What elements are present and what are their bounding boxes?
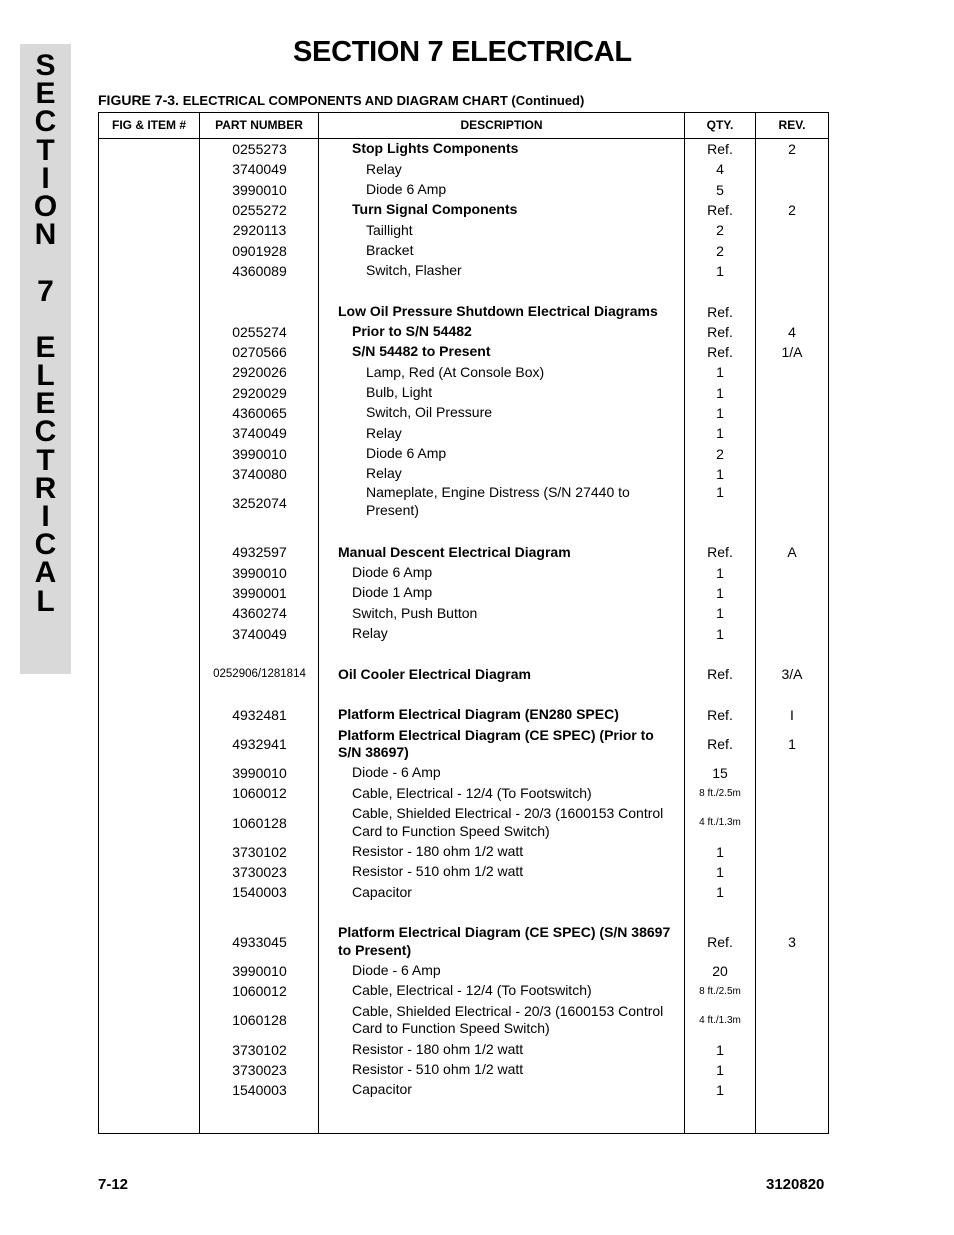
qty-cell: Ref. <box>707 706 733 723</box>
description-text: Relay <box>366 465 402 482</box>
qty-cell: Ref. <box>707 303 733 320</box>
rev-cell: 3 <box>788 933 796 950</box>
rev-cell <box>756 484 828 522</box>
description-cell <box>320 725 678 763</box>
table-row <box>99 403 828 423</box>
part-number-cell: 4933045 <box>232 933 287 950</box>
description-cell <box>320 981 678 1001</box>
side-tab-letter: C <box>34 105 57 139</box>
side-tab-letter: A <box>34 556 57 590</box>
qty-cell: 2 <box>716 242 724 259</box>
figure-caption <box>98 92 584 108</box>
table-row <box>99 484 828 522</box>
description-cell <box>320 464 678 484</box>
table-row <box>99 464 828 484</box>
table-row <box>99 1060 828 1080</box>
table-row <box>99 624 828 644</box>
part-number-cell: 3740049 <box>232 161 287 178</box>
header-description: DESCRIPTION <box>460 118 543 132</box>
description-cell <box>320 923 678 961</box>
side-tab-letter: E <box>35 330 56 364</box>
description-text: Taillight <box>366 221 413 238</box>
table-row <box>99 542 828 562</box>
table-row <box>99 180 828 200</box>
description-text: Diode - 6 Amp <box>352 764 441 781</box>
part-number-cell: 1060128 <box>232 814 287 831</box>
table-row <box>99 603 828 623</box>
description-text: Turn Signal Components <box>352 201 518 218</box>
qty-cell: 1 <box>716 262 724 279</box>
rev-cell: 2 <box>788 202 796 219</box>
qty-cell: 1 <box>716 843 724 860</box>
side-tab-letter: T <box>36 133 55 167</box>
rev-cell: 4 <box>788 323 796 340</box>
description-text: Capacitor <box>352 883 412 900</box>
qty-cell: 1 <box>716 884 724 901</box>
description-text: Diode 1 Amp <box>352 584 433 601</box>
rev-cell: 1 <box>788 736 796 753</box>
description-text: Cable, Shielded Electrical - 20/3 (1600153 Control Card to Function Speed Switch) <box>352 1002 664 1037</box>
side-tab-letter: C <box>34 415 57 449</box>
side-tab-letter: N <box>34 218 57 252</box>
part-number-cell: 3990010 <box>232 181 287 198</box>
rev-cell <box>756 804 828 842</box>
description-text: Cable, Electrical - 12/4 (To Footswitch) <box>352 784 592 801</box>
part-number-cell: 4932481 <box>232 706 287 723</box>
qty-cell: 4 ft./1.3m <box>699 1014 741 1026</box>
part-number-cell: 0901928 <box>232 242 287 259</box>
side-tab-letter: E <box>35 387 56 421</box>
rev-cell <box>756 159 828 179</box>
qty-cell: 1 <box>716 484 724 501</box>
description-cell <box>320 383 678 403</box>
rev-cell <box>756 362 828 382</box>
description-cell <box>320 139 678 159</box>
description-cell <box>320 804 678 842</box>
description-text: Resistor - 510 ohm 1/2 watt <box>352 863 524 880</box>
table-row <box>99 664 828 684</box>
table-row <box>99 200 828 220</box>
rev-cell <box>756 383 828 403</box>
description-text: Relay <box>366 424 402 441</box>
table-body <box>99 139 828 1100</box>
description-cell <box>320 542 678 562</box>
part-number-cell: 0255273 <box>232 141 287 158</box>
description-text: Low Oil Pressure Shutdown Electrical Diagrams <box>338 302 658 319</box>
description-text: Stop Lights Components <box>352 140 519 157</box>
description-cell <box>320 583 678 603</box>
rev-cell <box>756 783 828 803</box>
description-cell <box>320 159 678 179</box>
description-cell <box>320 180 678 200</box>
side-tab-letter: I <box>41 500 50 533</box>
figure-title: ELECTRICAL COMPONENTS AND DIAGRAM CHART (Continued) <box>182 93 585 108</box>
description-text: Prior to S/N 54482 <box>352 323 472 340</box>
part-number-cell: 3730023 <box>232 1061 287 1078</box>
description-text: Capacitor <box>352 1081 412 1098</box>
table-row <box>99 862 828 882</box>
section-side-tab <box>20 44 71 674</box>
rev-cell <box>756 1080 828 1100</box>
description-text: Relay <box>366 160 402 177</box>
table-row <box>99 261 828 281</box>
rev-cell <box>756 882 828 902</box>
qty-cell: Ref. <box>707 202 733 219</box>
qty-cell: 1 <box>716 1041 724 1058</box>
page-number: 7-12 <box>98 1176 129 1193</box>
table-row <box>99 159 828 179</box>
rev-cell: 1/A <box>781 344 803 361</box>
table-row <box>99 220 828 240</box>
description-text: Switch, Oil Pressure <box>366 404 493 421</box>
description-text: Bracket <box>366 241 414 258</box>
table-row <box>99 443 828 463</box>
table-row <box>99 981 828 1001</box>
rev-cell: 2 <box>788 141 796 158</box>
description-text: Switch, Push Button <box>352 604 478 621</box>
part-number-cell: 2920029 <box>232 384 287 401</box>
qty-cell: Ref. <box>707 141 733 158</box>
description-text: Diode - 6 Amp <box>352 962 441 979</box>
rev-cell <box>756 220 828 240</box>
qty-cell: 1 <box>716 425 724 442</box>
description-cell <box>320 362 678 382</box>
description-cell <box>320 484 678 522</box>
table-row <box>99 842 828 862</box>
qty-cell: 1 <box>716 384 724 401</box>
side-tab-letter: R <box>34 471 57 505</box>
description-cell <box>320 842 678 862</box>
description-text: Resistor - 180 ohm 1/2 watt <box>352 843 524 859</box>
description-cell <box>320 563 678 583</box>
qty-cell: Ref. <box>707 933 733 950</box>
part-number-cell: 1060128 <box>232 1012 287 1029</box>
parts-table <box>98 112 829 1134</box>
rev-cell <box>756 563 828 583</box>
side-tab-letter <box>20 306 71 334</box>
description-cell <box>320 1001 678 1039</box>
table-row <box>99 563 828 583</box>
description-text: Platform Electrical Diagram (CE SPEC) (S/N 38697 to Present) <box>338 924 671 958</box>
description-text: S/N 54482 to Present <box>352 343 491 360</box>
side-tab-letter: S <box>35 49 56 82</box>
description-text: Lamp, Red (At Console Box) <box>366 363 545 380</box>
description-text: Cable, Shielded Electrical - 20/3 (1600153 Control Card to Function Speed Switch) <box>352 805 664 839</box>
description-text: Relay <box>352 624 388 641</box>
description-cell <box>320 443 678 463</box>
qty-cell: 1 <box>716 1082 724 1099</box>
part-number-cell <box>200 301 319 321</box>
description-cell <box>320 862 678 882</box>
qty-cell: 15 <box>712 765 728 782</box>
description-text: Resistor - 510 ohm 1/2 watt <box>352 1061 524 1078</box>
description-text: Platform Electrical Diagram (EN280 SPEC) <box>338 706 619 723</box>
table-row <box>99 882 828 902</box>
header-fig-item: FIG & ITEM # <box>111 118 186 132</box>
table-row <box>99 342 828 362</box>
qty-cell: 1 <box>716 465 724 482</box>
rev-cell <box>756 624 828 644</box>
part-number-cell: 0255274 <box>232 323 287 340</box>
part-number-cell: 3730023 <box>232 864 287 881</box>
part-number-cell: 2920113 <box>232 222 287 239</box>
rev-cell <box>756 1039 828 1059</box>
rev-cell: I <box>790 706 794 723</box>
qty-cell: 1 <box>716 364 724 381</box>
part-number-cell: 3990010 <box>232 564 287 581</box>
rev-cell <box>756 1001 828 1039</box>
part-number-cell: 3252074 <box>232 495 287 512</box>
description-cell <box>320 342 678 362</box>
rev-cell <box>756 261 828 281</box>
rev-cell <box>756 603 828 623</box>
table-row <box>99 783 828 803</box>
rev-cell <box>756 862 828 882</box>
part-number-cell: 3990010 <box>232 962 287 979</box>
header-rev: REV. <box>778 118 806 132</box>
description-cell <box>320 240 678 260</box>
table-spacer <box>99 522 828 542</box>
rev-cell <box>756 763 828 783</box>
table-row <box>99 923 828 961</box>
part-number-cell: 3740080 <box>232 465 287 482</box>
description-cell <box>320 624 678 644</box>
description-text: Diode 6 Amp <box>352 564 433 581</box>
description-cell <box>320 220 678 240</box>
side-tab-letter <box>20 249 71 277</box>
part-number-cell: 3990001 <box>232 585 287 602</box>
part-number-cell: 3730102 <box>232 1041 287 1058</box>
table-row <box>99 1001 828 1039</box>
part-number-cell: 4932941 <box>232 736 287 753</box>
rev-cell <box>756 403 828 423</box>
part-number-cell: 1060012 <box>232 983 287 1000</box>
rev-cell: 3/A <box>781 666 803 683</box>
table-spacer <box>99 644 828 664</box>
description-text: Manual Descent Electrical Diagram <box>338 543 571 560</box>
qty-cell: 4 ft./1.3m <box>699 817 741 829</box>
document-number: 3120820 <box>766 1176 825 1193</box>
description-cell <box>320 261 678 281</box>
side-tab-letter: I <box>41 161 50 195</box>
description-cell <box>320 1039 678 1059</box>
table-spacer <box>99 684 828 704</box>
part-number-cell: 0255272 <box>232 202 287 219</box>
table-row <box>99 725 828 763</box>
table-row <box>99 240 828 260</box>
qty-cell: 1 <box>716 864 724 881</box>
table-row <box>99 961 828 981</box>
part-number-cell: 3740049 <box>232 425 287 442</box>
part-number-cell: 4360089 <box>232 262 287 279</box>
part-number-cell: 1060012 <box>232 785 287 802</box>
qty-cell: 4 <box>716 161 724 178</box>
table-row <box>99 301 828 321</box>
side-tab-letter: T <box>36 443 55 477</box>
description-text: Resistor - 180 ohm 1/2 watt <box>352 1040 524 1057</box>
rev-cell <box>756 961 828 981</box>
qty-cell: 5 <box>716 181 724 198</box>
description-cell <box>320 423 678 443</box>
qty-cell: 1 <box>716 405 724 421</box>
description-text: Platform Electrical Diagram (CE SPEC) (Prior to S/N 38697) <box>338 726 654 761</box>
qty-cell: Ref. <box>707 544 733 561</box>
table-row <box>99 362 828 382</box>
qty-cell: 20 <box>712 962 728 979</box>
description-cell <box>320 301 678 321</box>
rev-cell: A <box>787 544 797 561</box>
part-number-cell: 4360274 <box>232 605 287 622</box>
section-title: SECTION 7 ELECTRICAL <box>293 36 632 68</box>
qty-cell: 1 <box>716 564 724 581</box>
description-cell <box>320 783 678 803</box>
table-spacer <box>99 281 828 301</box>
table-row <box>99 423 828 443</box>
rev-cell <box>756 464 828 484</box>
rev-cell <box>756 981 828 1001</box>
header-qty: QTY. <box>706 118 734 132</box>
side-tab-letter: E <box>35 77 56 111</box>
qty-cell: 2 <box>716 222 724 239</box>
description-cell <box>320 603 678 623</box>
header-part-number: PART NUMBER <box>215 118 303 132</box>
qty-cell: 1 <box>716 605 724 622</box>
description-cell <box>320 882 678 902</box>
description-text: Cable, Electrical - 12/4 (To Footswitch) <box>352 982 592 999</box>
qty-cell: Ref. <box>707 323 733 340</box>
part-number-cell: 4932597 <box>232 544 287 561</box>
table-row <box>99 383 828 403</box>
qty-cell: 1 <box>716 625 724 642</box>
side-tab-letter: L <box>36 359 55 393</box>
table-row <box>99 1080 828 1100</box>
table-row <box>99 1039 828 1059</box>
table-row <box>99 139 828 159</box>
description-cell <box>320 961 678 981</box>
table-spacer <box>99 903 828 923</box>
description-cell <box>320 1080 678 1100</box>
description-text: Diode 6 Amp <box>366 180 447 197</box>
rev-cell <box>756 423 828 443</box>
rev-cell <box>756 180 828 200</box>
rev-cell <box>756 1060 828 1080</box>
side-tab-letter: C <box>34 528 57 562</box>
rev-cell <box>756 240 828 260</box>
table-row <box>99 763 828 783</box>
qty-cell: Ref. <box>707 736 733 753</box>
qty-cell: 8 ft./2.5m <box>699 787 741 799</box>
description-text: Switch, Flasher <box>366 262 462 279</box>
rev-cell <box>756 443 828 463</box>
qty-cell: Ref. <box>707 666 733 683</box>
part-number-cell: 4360065 <box>232 405 287 421</box>
part-number-cell: 3990010 <box>232 765 287 782</box>
table-row <box>99 322 828 342</box>
side-tab-letter: L <box>36 584 55 618</box>
part-number-cell: 1540003 <box>232 884 287 901</box>
description-cell <box>320 705 678 725</box>
part-number-cell: 0252906/1281814 <box>213 668 306 681</box>
description-text: Bulb, Light <box>366 383 433 400</box>
qty-cell: Ref. <box>707 344 733 361</box>
table-row <box>99 705 828 725</box>
part-number-cell: 3740049 <box>232 625 287 642</box>
part-number-cell: 1540003 <box>232 1082 287 1099</box>
description-text: Oil Cooler Electrical Diagram <box>338 665 531 682</box>
qty-cell: 8 ft./2.5m <box>699 985 741 997</box>
description-text: Nameplate, Engine Distress (S/N 27440 to Present) <box>366 484 630 518</box>
figure-label: FIGURE 7-3. <box>98 92 179 108</box>
description-text: Diode 6 Amp <box>366 444 447 461</box>
description-cell <box>320 1060 678 1080</box>
part-number-cell: 3990010 <box>232 445 287 462</box>
table-row <box>99 583 828 603</box>
table-row <box>99 804 828 842</box>
side-tab-letter: 7 <box>37 274 54 308</box>
qty-cell: 1 <box>716 585 724 602</box>
description-cell <box>320 322 678 342</box>
qty-cell: 1 <box>716 1061 724 1078</box>
qty-cell: 2 <box>716 445 724 462</box>
description-cell <box>320 763 678 783</box>
description-cell <box>320 200 678 220</box>
part-number-cell: 3730102 <box>232 843 287 860</box>
rev-cell <box>756 842 828 862</box>
part-number-cell: 2920026 <box>232 364 287 381</box>
rev-cell <box>756 583 828 603</box>
rev-cell <box>756 301 828 321</box>
side-tab-letters <box>20 49 71 618</box>
side-tab-letter: O <box>33 189 58 223</box>
description-cell <box>320 664 678 684</box>
part-number-cell: 0270566 <box>232 344 287 361</box>
description-cell <box>320 403 678 423</box>
